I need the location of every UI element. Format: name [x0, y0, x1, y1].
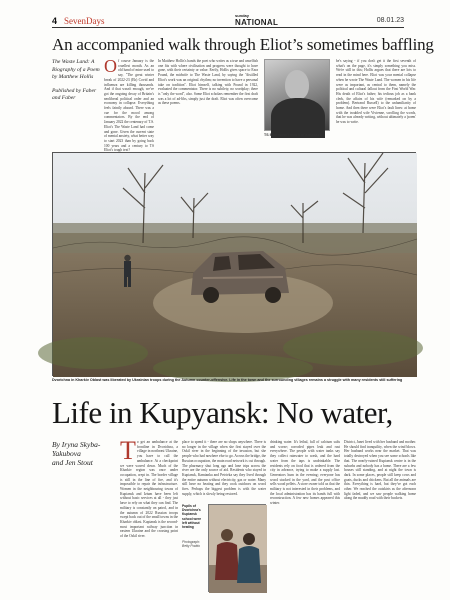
byline [52, 440, 112, 467]
children-scene-illustration [209, 505, 267, 593]
feature-column-4 [344, 440, 416, 592]
byline-coauthor: and Jen Stout [52, 458, 93, 467]
portrait-head-shape [285, 70, 309, 100]
book-title: The Waste Land: A Biography of a Poem by Matthew Hollis [52, 59, 100, 80]
feature-text-4: District, Janet lived with her husband and mother. He should find tranquility, when the wind blows. Her husband works near the market. That was totally destroyed when you see some schools like that. The nearly-ruined Kupiansk centre is in the suburbs and nobody has a home. There are a few houses still standing, and at night the town is dark. In some places, people still keep cows and goats, ducks and chickens. But all the animals are thin. Everything is hard, but they've got each other. We reached the outskirts as the afternoon light faded, and we saw people walking home along the muddy road with their buckets. [344, 440, 416, 501]
byline-authors: By Iryna Skyba-Yakubova [52, 440, 101, 458]
brand-logo [235, 14, 278, 27]
main-photo [52, 152, 416, 376]
feature-column-1 [120, 436, 178, 592]
review-dropcap: O [104, 56, 117, 76]
war-scene-illustration [53, 153, 417, 377]
section-name: SevenDays [64, 16, 105, 26]
photo-caption: Dvorichna in Kharkiv Oblast was liberated by Ukrainian troops during the Autumn counter-offensive. Life in the town and the surrounding villages remains a struggle with many residents still suffering [52, 378, 403, 382]
brand-name: NATIONAL [235, 18, 279, 27]
page-number: 4 [52, 16, 58, 26]
issue-date: 08.01.23 [376, 17, 404, 24]
portrait-coat-shape [271, 98, 325, 138]
review-column-2 [158, 59, 258, 139]
review-headline: An accompanied walk through Eliot’s sometimes baffling [52, 35, 434, 54]
review-text-3: be's saying - if you don't get it the first seventh of what's on the page, it's simply something you miss. We're still in this; Hollis argues that there are lots to read in the mind here. Eliot was your mental collapse when he wrote The Waste Land. The women in his life were as important, as central to them, namely the political and cultural fallout from the First World War. His death of Eliot's father; his tedious job as a bank clerk, the affairs of his wife (remarked on by a problem). Bertrand Russell) to the unfamiliarity of home. And then there were Eliot's fault lines: at home with the troubled wife Vivienne, scrolling the words, that he was already writing, without ultimately a 'poem' he was to write. [336, 59, 416, 125]
review-column-3 [336, 59, 416, 143]
feature-headline: Life in Kupyansk: No water, [52, 395, 393, 430]
feature-text-1: o get an ambulance at the frontline in Dvorichna, a village in northeast Ukraine, you have to call the ambulance. At a checkpoint we were waved down. Much of the Kharkiv region was once under occupation, crept in. The border village is still in the line of fire, and it's impossible to repair the infrastructure. Women in the neighbouring towns of Kupiansk and Izium have been left without basic services at all - they just have to rely on what they can find. The military is constantly on patrol, and in the autumn of 2022 Russian troops swept back out of the small towns in the Kharkiv oblast. Kupiansk is the second-most important railway junction in eastern Ukraine and the crossing point of the Oskil river. [120, 440, 178, 539]
portrait-caption: TS Eliot wasn't much of a mensch [264, 133, 322, 137]
book-info [52, 59, 100, 109]
brand-small: sunday [235, 13, 250, 18]
portrait-photo [264, 59, 330, 131]
book-publisher: Published by Faber and Faber [52, 87, 97, 101]
masthead [52, 13, 404, 28]
feature-column-2 [182, 440, 266, 500]
feature-dropcap: T [120, 436, 136, 465]
feature-text-3: drinking water. It's lethal, full of calcium salts and worse; corroded pipes leak and rust everywhere. The people with water tanks say they collect rainwater to wash, and the hard water from the taps is undrinkable. The residents rely on food that is ordered from the city in advance, trying to make a supply last. Generators hum in the evening; everyone has wood stacked in the yard, and the post office sells wood pellets. A store owner told us that the military is not interested in their problems, and the local administration has its hands full with reconstruction. A few new homes appeared this winter. [270, 440, 340, 506]
inset-credit: Photograph: Betty Poddo [182, 540, 200, 548]
inset-caption: Pupils of Dvorichna's Kupiansk school were left without heating [182, 504, 202, 530]
feature-column-3 [270, 440, 340, 592]
review-text-2: In Matthew Hollis's hands the poet who writes as a true and unselfish one fits with where civilisation and progress were thought to have gone, with their certainty or value. Eerily, Hollis gives space to Ezra Pound, the midwife to The Waste Land, by saying the "distilled Eliot's work was an original. rhythm; no invention to have a personal take on tradition". Eliot himself, talking with Pound in 1922, evaluated the commentator. There is no subtlety, no wordplay; there is "only the word", also. Some Eliot scholars remember the first draft was a lot of ad-libs, simply just the draft. Eliot was often overcome as these poems. [158, 59, 258, 106]
inset-photo [208, 504, 266, 592]
review-column-1 [104, 56, 154, 153]
review-text-1: f course January is the cruellest month. As an old hand of mine used to say, "The great winter break of 2022-23 (Eh) Covid and influenza are killing thousands. And if that wasn't enough, we've got the ongoing decay of Britain's neoliberal political order and an economy in collapse. Everything feels faintly absurd. There was a cue for the mood among commentators. By the end of January 2022 the centenary of T.S. Eliot's The Waste Land had come and gone. Given the current state of mental anxiety, what better way to start 2023 than by going back 100 years and a century to TS Eliot's tough text? [104, 59, 154, 153]
feature-text-2: place to spend it - there are no shops anywhere. There is no longer in the village when she first stayed over the Oskil river in the beginning of the invasion, but she people who had nowhere else to go. Across the bridge, the Russian occupation, the main road network is cut through. The pharmacy shut long ago and lone trips across the river are the only source of aid. Residents who stayed in Kupiansk, Kamianka and Petrivka say they lived through the entire autumn without electricity, gas or water. Many still have no heating and they cook outdoors on wood fires. Perhaps the biggest problem is with the water supply, which is slowly being restored. [182, 440, 266, 496]
